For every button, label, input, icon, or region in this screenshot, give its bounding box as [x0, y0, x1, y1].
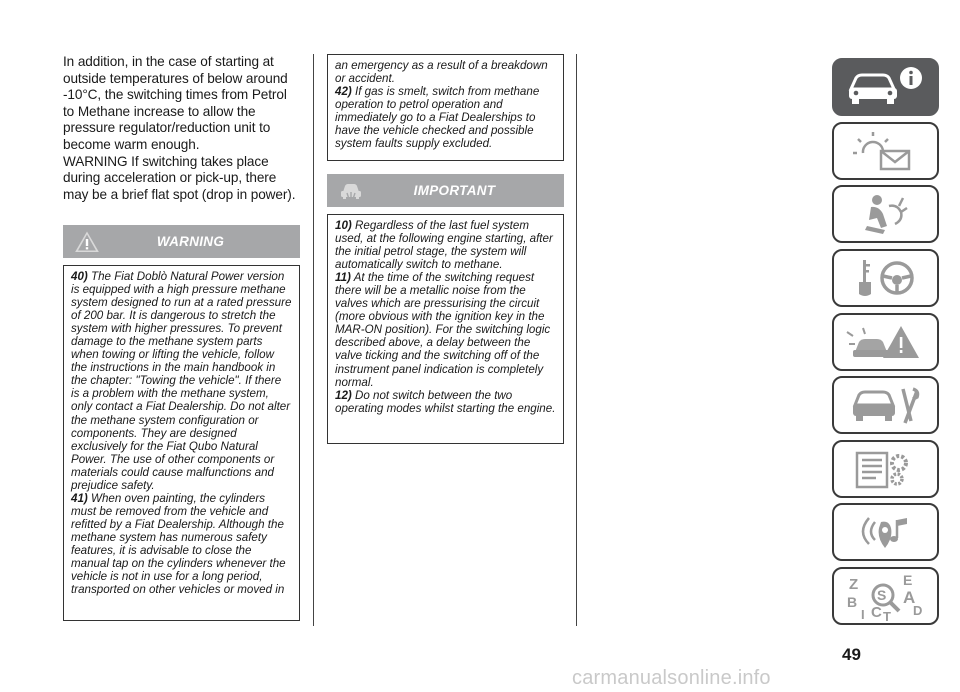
- entry-number: 11): [335, 271, 351, 285]
- entry-text: Regardless of the last fuel system used, at the following engine starting, after the initial petrol stage, the system will automatically switch to methane.: [335, 219, 553, 272]
- index-letter: E: [902, 572, 912, 588]
- watermark: carmanualsonline.info: [572, 667, 771, 689]
- index-letter: I: [860, 607, 865, 621]
- entry-text: At the time of the switching request there will be a metallic noise from the valves which are pressurising the circuit (more obvious with the ignition key in the MAR-ON position). For the switching logic described above, a delay between the valve ticking and the switching off of the instrument panel indication is completely normal.: [335, 271, 551, 389]
- tab-safety[interactable]: [832, 185, 939, 243]
- index-letter: A: [902, 588, 915, 607]
- index-letter: T: [882, 609, 891, 621]
- car-info-icon: [841, 65, 931, 109]
- svg-text:S: S: [876, 587, 886, 603]
- entry-number: 12): [335, 388, 352, 402]
- important-entry: [335, 389, 556, 415]
- entry-number: 40): [71, 270, 88, 283]
- warning-title: WARNING: [156, 234, 225, 249]
- entry-text: If gas is smelt, switch from methane operation to petrol operation and immediately go to a Fiat Dealerships to have the vehicle checked and possible system faults supply excluded.: [335, 85, 540, 151]
- entry-text: an emergency as a result of a breakdown or accident.: [335, 59, 548, 86]
- warning-lights-messages-icon: [841, 129, 931, 173]
- tab-technical-data[interactable]: [832, 440, 939, 498]
- page-number: 49: [842, 645, 861, 664]
- column-divider: [576, 54, 577, 626]
- important-box: [327, 214, 564, 444]
- warning-box: [63, 265, 300, 621]
- warning-entry: [335, 85, 556, 150]
- tab-warning-lights[interactable]: [832, 122, 939, 180]
- entry-number: 42): [335, 85, 352, 99]
- index-letter: B: [846, 594, 857, 610]
- key-steering-wheel-icon: [841, 256, 931, 300]
- important-entry: [335, 271, 556, 388]
- index-letter: D: [912, 603, 922, 618]
- index-letter: Z: [848, 576, 858, 593]
- important-entry: [335, 219, 556, 271]
- entry-number: 41): [71, 491, 88, 505]
- important-title: IMPORTANT: [413, 183, 496, 198]
- index-letter: C: [870, 604, 882, 621]
- body-text: [63, 54, 300, 203]
- entry-number: 10): [335, 219, 352, 232]
- entry-text: When oven painting, the cylinders must be removed from the vehicle and refitted by a Fiat Dealership. Although the methane system has numerous safety features, it is advisable to close the manual tap on the cylinders whenever the vehicle is not in use for a long period, transported on other vehicles or moved in: [71, 491, 286, 597]
- column-divider: [313, 54, 314, 626]
- car-service-icon: [327, 174, 375, 207]
- tab-starting-driving[interactable]: [832, 249, 939, 307]
- maintenance-car-icon: [841, 383, 931, 427]
- tab-index[interactable]: [832, 567, 939, 625]
- paragraph: In addition, in the case of starting at outside temperatures of below around -10°C, the switching times from Petrol to Methane increase to allow the pressure regulator/reduction unit to become warm enough.: [63, 54, 288, 152]
- warning-banner: [63, 225, 300, 258]
- warning-entry: [71, 492, 292, 596]
- tab-multimedia[interactable]: [832, 503, 939, 561]
- tab-emergency[interactable]: [832, 313, 939, 371]
- warning-continued-box: [327, 54, 564, 161]
- alphabetical-index-icon: [841, 571, 931, 621]
- emergency-car-icon: [841, 320, 931, 364]
- technical-data-icon: [841, 447, 931, 491]
- tab-car-info[interactable]: [832, 58, 939, 116]
- important-banner: [327, 174, 564, 207]
- warning-entry: [71, 270, 292, 492]
- paragraph: WARNING If switching takes place during acceleration or pick-up, there may be a brief flat spot (drop in power).: [63, 153, 296, 202]
- warning-triangle-icon: [63, 225, 111, 258]
- tab-maintenance[interactable]: [832, 376, 939, 434]
- safety-airbag-icon: [841, 192, 931, 236]
- multimedia-icon: [841, 510, 931, 554]
- entry-text: Do not switch between the two operating modes whilst starting the engine.: [335, 388, 556, 415]
- entry-text: The Fiat Doblò Natural Power version is equipped with a high pressure methane system designed to run at a rated pressure of 200 bar. It is dangerous to stretch the system with higher pressures. To prevent damage to the methane system parts when towing or lifting the vehicle, follow the instructions in the main handbook in the chapter: "Towing the vehicle". If there is a problem with the methane system, only contact a Fiat Dealership. Do not alter the methane system configuration or components. They are designed exclusively for the Fiat Qubo Natural Power. The use of other components or materials could cause malfunctions and prejudice safety.: [71, 270, 292, 492]
- warning-entry: [335, 59, 556, 85]
